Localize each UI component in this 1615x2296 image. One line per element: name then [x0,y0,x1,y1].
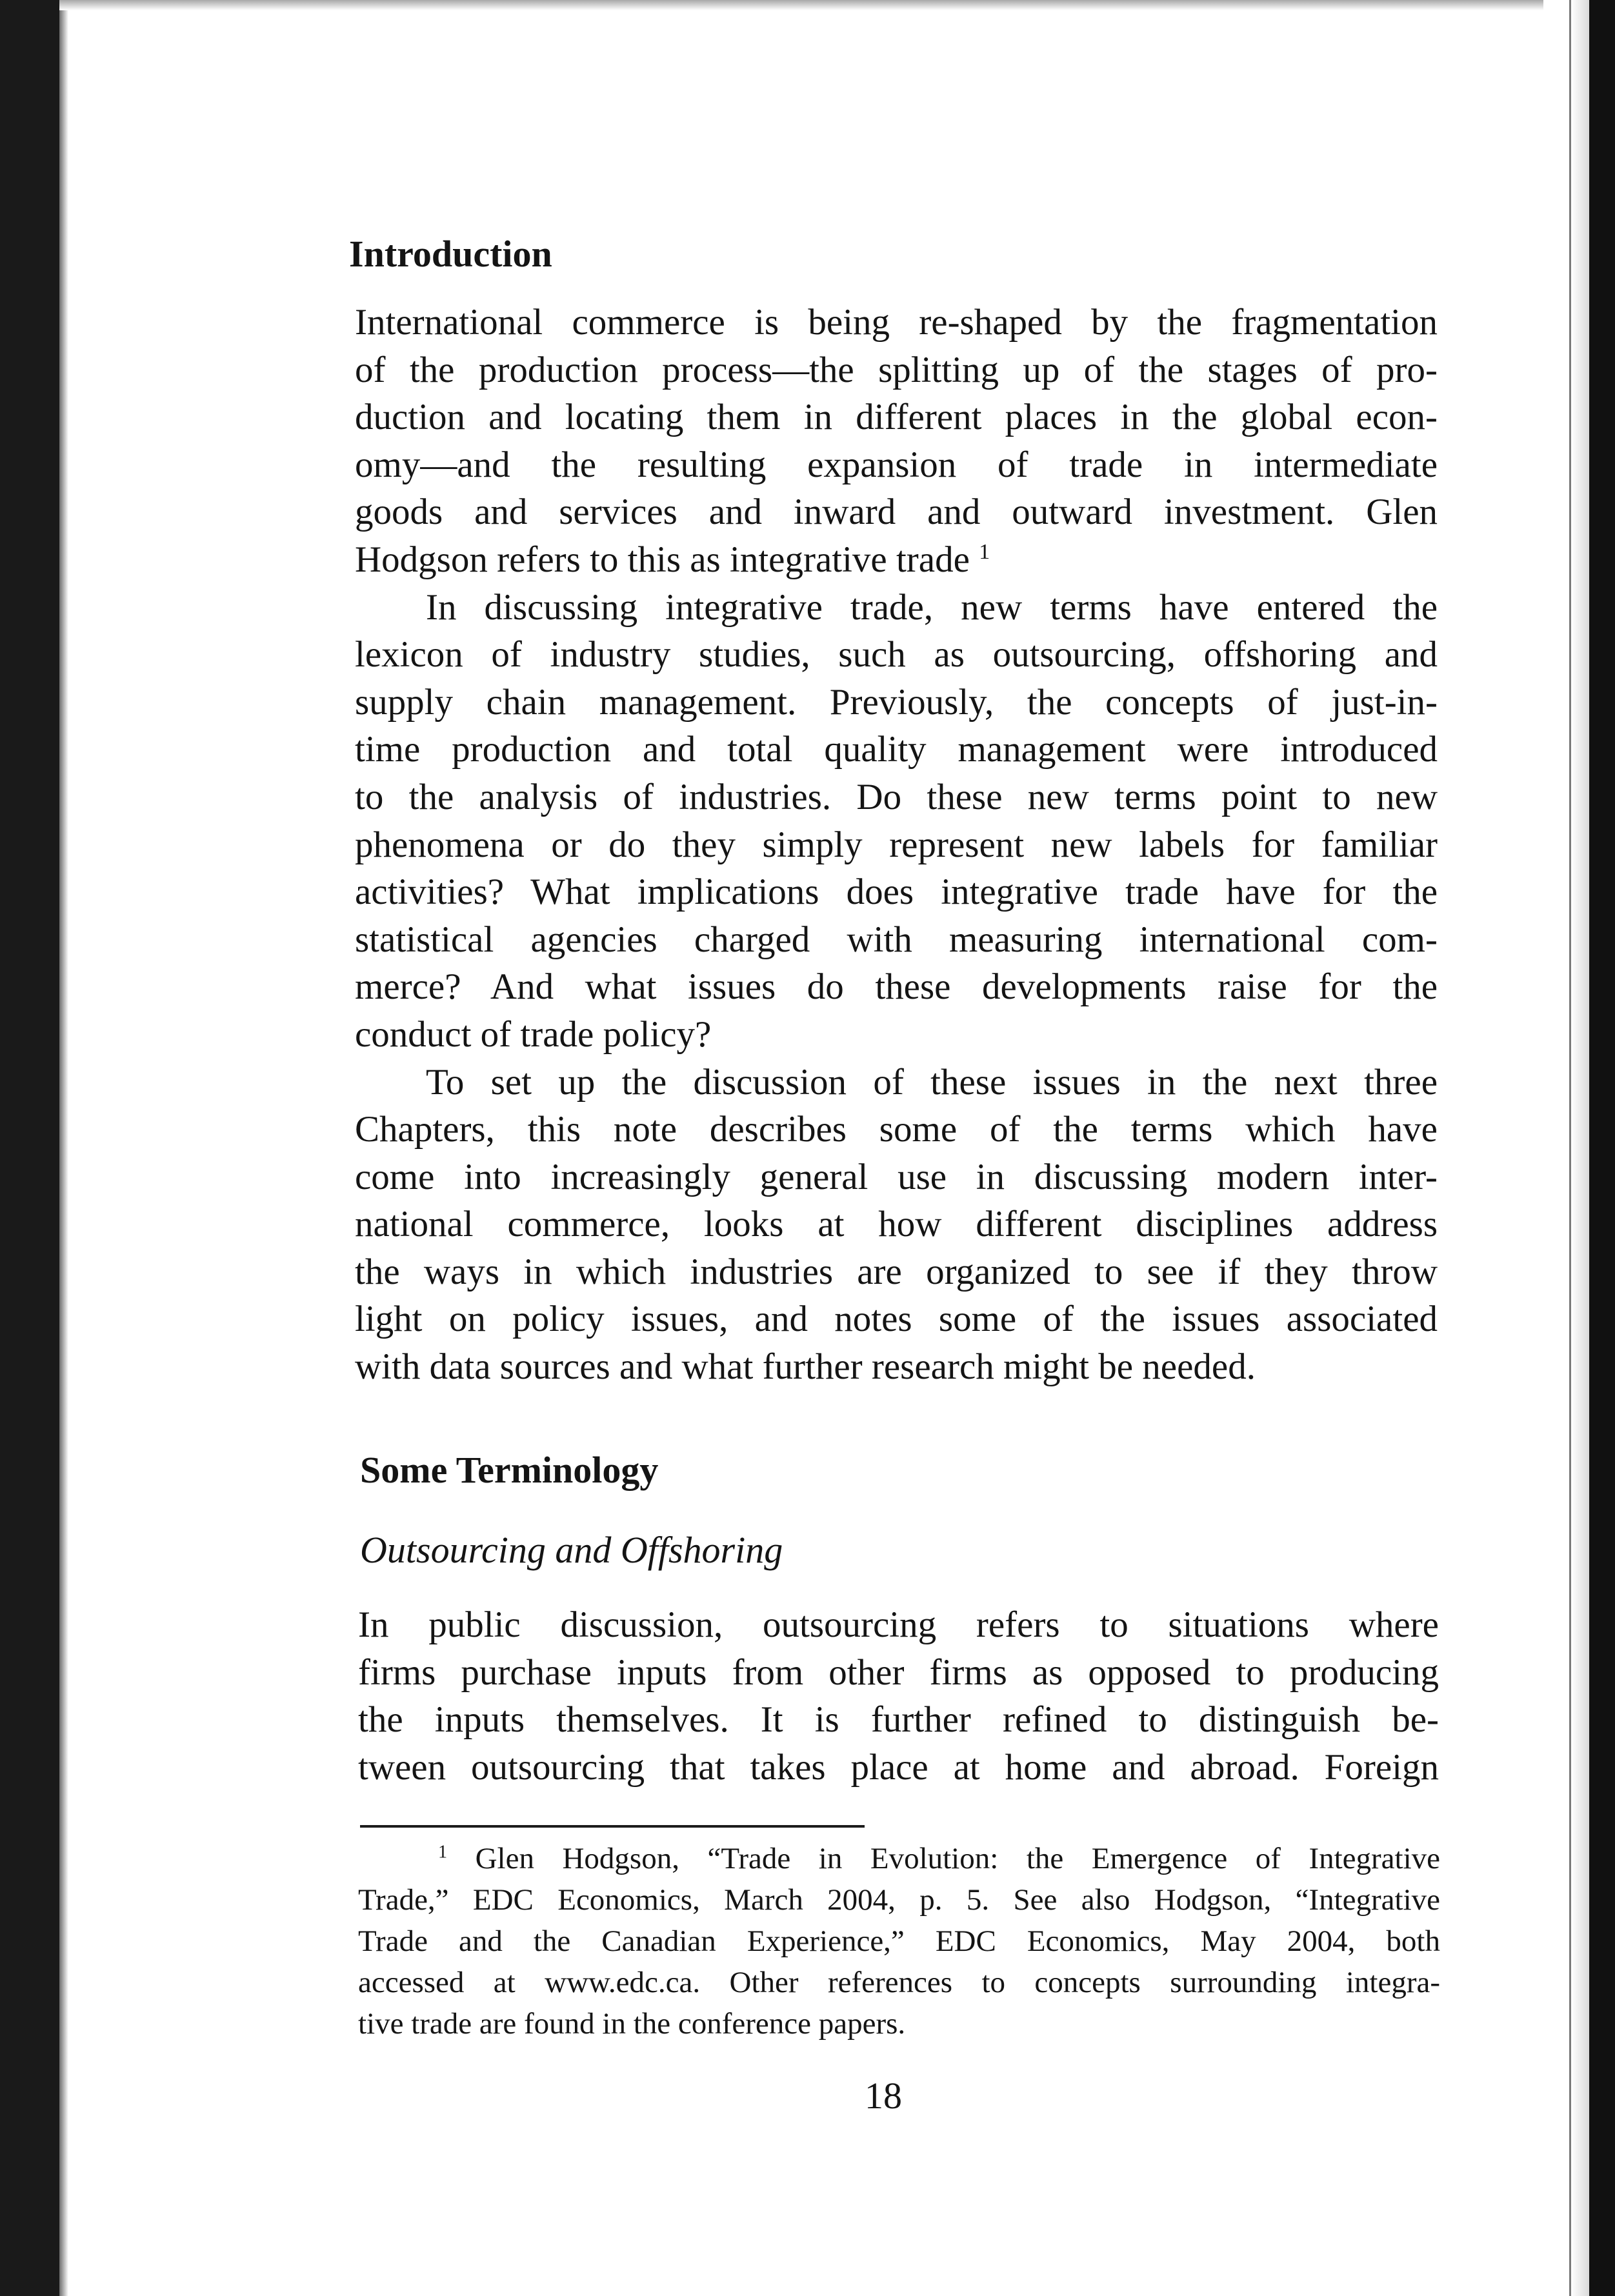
paragraph-4 [358,1601,1439,1791]
text-line: come into increasingly general use in discussing modern inter- [355,1156,1438,1197]
paragraph-3 [355,1059,1438,1391]
text-line-content: Hodgson refers to this as integrative trade [355,539,970,580]
text-line: duction and locating them in different places in the global econ- [355,397,1438,438]
scan-left-edge [0,0,59,2296]
text-line: goods and services and inward and outward investment. Glen [355,492,1438,533]
text-line: phenomena or do they simply represent new labels for familiar [355,824,1438,865]
text-line: national commerce, looks at how different disciplines address [355,1204,1438,1245]
heading-introduction: Introduction [349,233,552,275]
text-line: Chapters, this note describes some of the terms which have [355,1109,1438,1150]
text-line: supply chain management. Previously, the concepts of just-in- [355,681,1438,723]
text-line: the inputs themselves. It is further refined to distinguish be- [358,1699,1439,1741]
text-line: tween outsourcing that takes place at home and abroad. Foreign [358,1746,1439,1788]
footnote-marker: 1 [979,539,990,564]
footnote [358,1838,1440,2044]
text-line-last: with data sources and what further research might be needed. [355,1346,1256,1388]
footnote-line: accessed at www.edc.ca. Other references to concepts surrounding integra- [358,1966,1440,1999]
footnote-divider [360,1825,865,1828]
scan-right-shade [1571,0,1589,2296]
text-line: light on policy issues, and notes some of the issues associated [355,1299,1438,1340]
intro-body [355,299,1438,1391]
heading-some-terminology: Some Terminology [360,1449,659,1491]
text-line-last: conduct of trade policy? [355,1013,712,1055]
paragraph-1 [355,299,1438,584]
footnote-line [358,1838,1440,1879]
text-line: merce? And what issues do these developments raise for the [355,966,1438,1008]
text-line: of the production process—the splitting up of the stages of pro- [355,349,1438,390]
text-line: firms purchase inputs from other firms as opposed to producing [358,1652,1439,1693]
text-line-last [355,536,1438,584]
scan-top-edge [59,0,1543,10]
footnote-line: Trade,” EDC Economics, March 2004, p. 5. See also Hodgson, “Integrative [358,1883,1440,1917]
footnote-line: Trade and the Canadian Experience,” EDC Economics, May 2004, both [358,1924,1440,1958]
scan-right-line [1569,0,1571,2296]
text-line: activities? What implications does integrative trade have for the [355,872,1438,913]
footnote-line: tive trade are found in the conference papers. [358,2007,906,2041]
paragraph-2 [355,584,1438,1059]
text-line: To set up the discussion of these issues in the next three [426,1061,1438,1103]
text-line: International commerce is being re-shaped by the fragmentation [355,302,1438,343]
page-number: 18 [865,2075,902,2117]
text-line: to the analysis of industries. Do these new terms point to new [355,776,1438,817]
scan-right-edge [1589,0,1615,2296]
footnote-line-content: Glen Hodgson, “Trade in Evolution: the Emergence of Integrative [475,1842,1440,1875]
text-line: time production and total quality management were introduced [355,729,1438,770]
text-line: lexicon of industry studies, such as outsourcing, offshoring and [355,634,1438,675]
text-line: In discussing integrative trade, new terms have entered the [426,586,1438,628]
footnote-number: 1 [438,1842,448,1862]
text-line: statistical agencies charged with measuring international com- [355,919,1438,960]
text-line: omy—and the resulting expansion of trade in intermediate [355,444,1438,485]
text-line: In public discussion, outsourcing refers to situations where [358,1604,1439,1645]
subheading-outsourcing-offshoring: Outsourcing and Offshoring [360,1529,783,1571]
terminology-body [358,1601,1439,1791]
text-line: the ways in which industries are organized to see if they throw [355,1251,1438,1292]
